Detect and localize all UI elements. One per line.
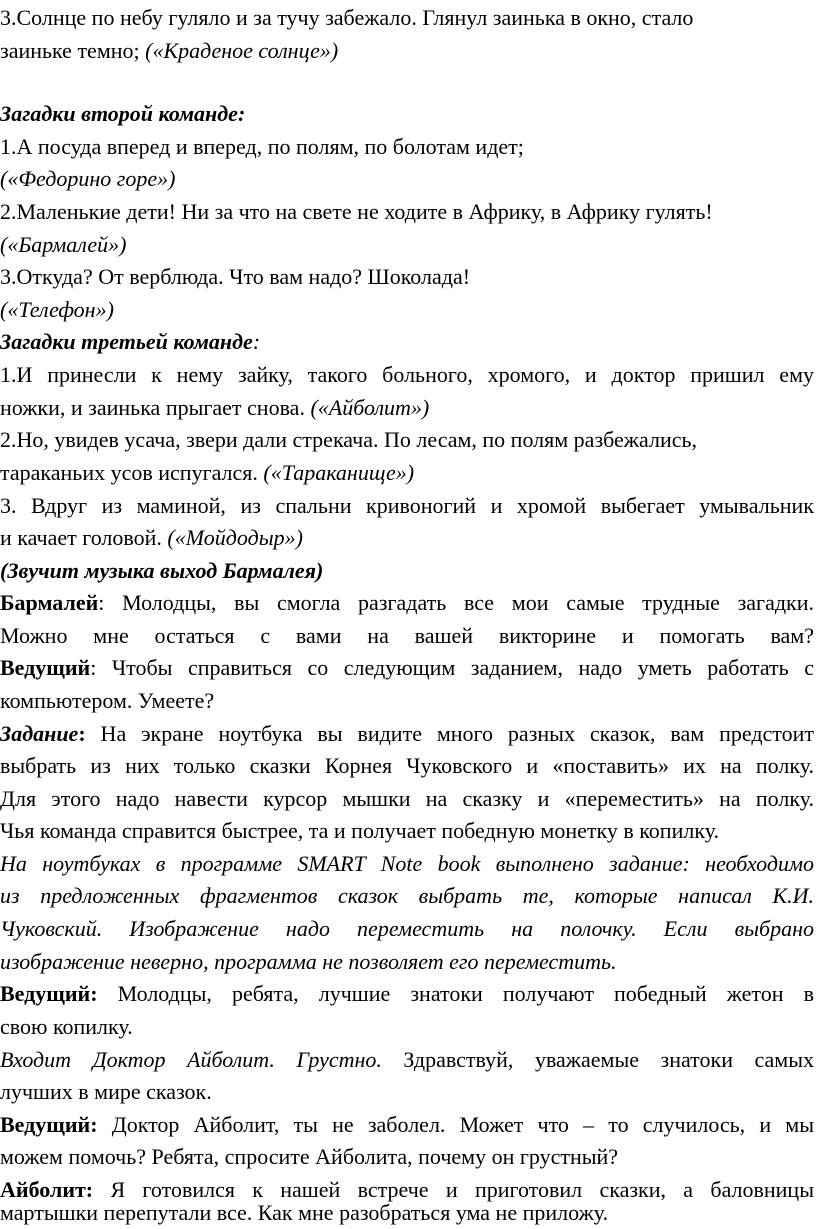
riddle-line: 3.Солнце по небу гуляло и за тучу забежало. Глянул заинька в окно, стало	[0, 5, 694, 30]
note-line: На ноутбуках в программе SMART Note book выполнено задание: необходимо	[0, 851, 814, 876]
riddle-line: 2.Но, увидев усача, звери дали стрекача. По лесам, по полям разбежались,	[0, 427, 698, 452]
dialogue-line: Ведущий: Чтобы справиться со следующим заданием, надо уметь работать с	[0, 655, 814, 680]
riddle-answer-line: тараканьих усов испугался. («Тараканище»)	[0, 460, 415, 485]
note-line: из предложенных фрагментов сказок выбрать те, которые написал К.И.	[0, 883, 814, 908]
dialogue-line: мартышки перепутали все. Как мне разобраться ума не приложу.	[0, 1200, 609, 1225]
task-line: Для этого надо навести курсор мышки на сказку и «переместить» на полку.	[0, 786, 814, 811]
riddle-line: 1.И принесли к нему зайку, такого больного, хромого, и доктор пришил ему	[0, 362, 814, 387]
task-line: Чья команда справится быстрее, та и получает победную монетку в копилку.	[0, 818, 720, 843]
dialogue-line: Бармалей: Молодцы, вы смогла разгадать все мои самые трудные загадки.	[0, 590, 814, 615]
dialogue-line: Ведущий: Доктор Айболит, ты не заболел. Может что – то случилось, и мы	[0, 1112, 814, 1137]
riddle-line: 1.А посуда вперед и вперед, по полям, по болотам идет;	[0, 134, 524, 159]
stage-direction: (Звучит музыка выход Бармалея)	[0, 558, 324, 583]
dialogue-line: лучших в мире сказок.	[0, 1079, 212, 1104]
dialogue-line: компьютером. Умеете?	[0, 688, 215, 713]
note-line: изображение неверно, программа не позволяет его переместить.	[0, 949, 617, 974]
riddle-answer: («Бармалей»)	[0, 232, 127, 257]
riddle-answer-line: заиньке темно; («Краденое солнце»)	[0, 38, 339, 63]
section-heading-team-2: Загадки второй команде:	[0, 101, 246, 126]
riddle-line: 3.Откуда? От верблюда. Что вам надо? Шоколада!	[0, 264, 471, 289]
dialogue-line: Можно мне остаться с вами на вашей викторине и помогать вам?	[0, 623, 814, 648]
riddle-answer: («Телефон»)	[0, 297, 114, 322]
riddle-line: 3. Вдруг из маминой, из спальни кривоногий и хромой выбегает умывальник	[0, 493, 814, 518]
note-line: Чуковский. Изображение надо переместить на полочку. Если выбрано	[0, 916, 814, 941]
riddle-answer: («Федорино горе»)	[0, 166, 176, 191]
dialogue-line: Входит Доктор Айболит. Грустно. Здравствуй, уважаемые знатоки самых	[0, 1047, 814, 1072]
dialogue-line: можем помочь? Ребята, спросите Айболита, почему он грустный?	[0, 1144, 619, 1169]
task-line: Задание: На экране ноутбука вы видите много разных сказок, вам предстоит	[0, 721, 814, 746]
section-heading-team-3: Загадки третьей команде:	[0, 329, 261, 354]
task-line: выбрать из них только сказки Корнея Чуковского и «поставить» их на полку.	[0, 753, 814, 778]
riddle-answer-line: ножки, и заинька прыгает снова. («Айболит»)	[0, 395, 430, 420]
dialogue-line: Айболит: Я готовился к нашей встрече и приготовил сказки, а баловницы	[0, 1177, 814, 1202]
riddle-line: 2.Маленькие дети! Ни за что на свете не ходите в Африку, в Африку гулять!	[0, 199, 713, 224]
dialogue-line: свою копилку.	[0, 1014, 133, 1039]
dialogue-line: Ведущий: Молодцы, ребята, лучшие знатоки получают победный жетон в	[0, 981, 814, 1006]
riddle-answer-line: и качает головой. («Мойдодыр»)	[0, 525, 303, 550]
